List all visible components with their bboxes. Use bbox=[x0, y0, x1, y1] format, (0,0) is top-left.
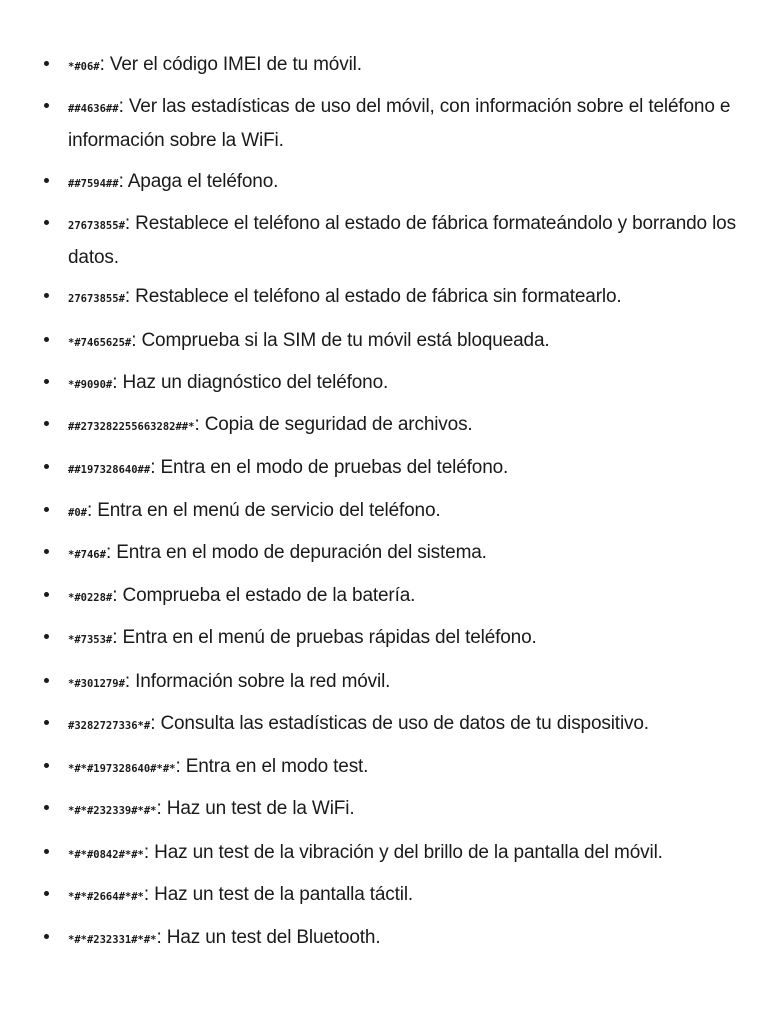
list-item bbox=[68, 452, 748, 486]
code-description: : Consulta las estadísticas de uso de datos de tu dispositivo. bbox=[150, 713, 649, 734]
list-item bbox=[68, 537, 748, 571]
code-text: *#301279# bbox=[68, 678, 125, 690]
code-text: *#*#197328640#*#* bbox=[68, 763, 176, 775]
code-text: ##7594## bbox=[68, 178, 119, 190]
code-description: : Información sobre la red móvil. bbox=[124, 671, 391, 692]
code-text: #3282727336*# bbox=[68, 720, 151, 732]
bullet-icon bbox=[44, 178, 49, 183]
code-text: #0# bbox=[68, 507, 87, 519]
code-description: : Restablece el teléfono al estado de fábrica formateándolo y borrando los datos. bbox=[68, 213, 736, 268]
code-text: *#0228# bbox=[68, 592, 113, 604]
code-description: : Ver las estadísticas de uso del móvil, con información sobre el teléfono e información sobre la WiFi. bbox=[68, 96, 731, 151]
bullet-icon bbox=[44, 849, 49, 854]
code-text: *#746# bbox=[68, 549, 106, 561]
code-description: : Copia de seguridad de archivos. bbox=[194, 414, 473, 435]
code-description: : Entra en el menú de servicio del teléfono. bbox=[86, 500, 441, 521]
bullet-icon bbox=[44, 678, 49, 683]
code-text: 27673855# bbox=[68, 220, 125, 232]
bullet-icon bbox=[44, 634, 49, 639]
code-text: *#*#232339#*#* bbox=[68, 805, 157, 817]
list-item bbox=[68, 666, 748, 700]
list-item bbox=[68, 409, 748, 443]
code-text: ##273282255663282##* bbox=[68, 421, 195, 433]
code-description: : Entra en el modo test. bbox=[175, 756, 369, 777]
code-text: ##4636## bbox=[68, 103, 119, 115]
code-text: 27673855# bbox=[68, 293, 125, 305]
code-description: : Entra en el menú de pruebas rápidas del teléfono. bbox=[112, 627, 537, 648]
list-item bbox=[68, 166, 748, 200]
bullet-icon bbox=[44, 293, 49, 298]
bullet-icon bbox=[44, 592, 49, 597]
bullet-icon bbox=[44, 720, 49, 725]
code-text: *#9090# bbox=[68, 379, 113, 391]
code-text: *#06# bbox=[68, 61, 100, 73]
code-description: : Ver el código IMEI de tu móvil. bbox=[99, 54, 362, 75]
bullet-icon bbox=[44, 507, 49, 512]
list-item bbox=[68, 367, 748, 401]
code-text: *#7353# bbox=[68, 634, 113, 646]
code-text: *#*#232331#*#* bbox=[68, 934, 157, 946]
list-item bbox=[68, 580, 748, 614]
bullet-icon bbox=[44, 220, 49, 225]
code-description: : Comprueba el estado de la batería. bbox=[112, 585, 416, 606]
list-item bbox=[68, 91, 748, 156]
list-item bbox=[68, 281, 748, 315]
bullet-icon bbox=[44, 763, 49, 768]
list-item bbox=[68, 325, 748, 359]
bullet-icon bbox=[44, 103, 49, 108]
code-description: : Comprueba si la SIM de tu móvil está bloqueada. bbox=[131, 330, 550, 351]
list-item bbox=[68, 879, 748, 913]
code-text: *#*#0842#*#* bbox=[68, 849, 144, 861]
list-item bbox=[68, 751, 748, 785]
list-item bbox=[68, 837, 748, 871]
code-description: : Haz un test de la pantalla táctil. bbox=[143, 884, 414, 905]
bullet-icon bbox=[44, 891, 49, 896]
list-item bbox=[68, 922, 748, 956]
code-description: : Entra en el modo de depuración del sistema. bbox=[105, 542, 487, 563]
list-item bbox=[68, 208, 748, 273]
code-text: ##197328640## bbox=[68, 464, 151, 476]
list-item bbox=[68, 49, 748, 83]
list-item bbox=[68, 708, 748, 742]
bullet-icon bbox=[44, 934, 49, 939]
bullet-icon bbox=[44, 421, 49, 426]
code-description: : Haz un diagnóstico del teléfono. bbox=[112, 372, 389, 393]
bullet-icon bbox=[44, 805, 49, 810]
code-text: *#7465625# bbox=[68, 337, 132, 349]
code-description: : Haz un test de la WiFi. bbox=[156, 798, 355, 819]
code-description: : Apaga el teléfono. bbox=[118, 171, 279, 192]
bullet-icon bbox=[44, 337, 49, 342]
bullet-icon bbox=[44, 549, 49, 554]
code-description: : Haz un test del Bluetooth. bbox=[156, 927, 381, 948]
bullet-icon bbox=[44, 464, 49, 469]
code-description: : Haz un test de la vibración y del brillo de la pantalla del móvil. bbox=[143, 842, 663, 863]
bullet-icon bbox=[44, 61, 49, 66]
list-item bbox=[68, 495, 748, 529]
code-description: : Restablece el teléfono al estado de fábrica sin formatearlo. bbox=[124, 286, 622, 307]
code-text: *#*#2664#*#* bbox=[68, 891, 144, 903]
list-item bbox=[68, 622, 748, 656]
list-item bbox=[68, 793, 748, 827]
code-description: : Entra en el modo de pruebas del teléfono. bbox=[150, 457, 509, 478]
bullet-icon bbox=[44, 379, 49, 384]
